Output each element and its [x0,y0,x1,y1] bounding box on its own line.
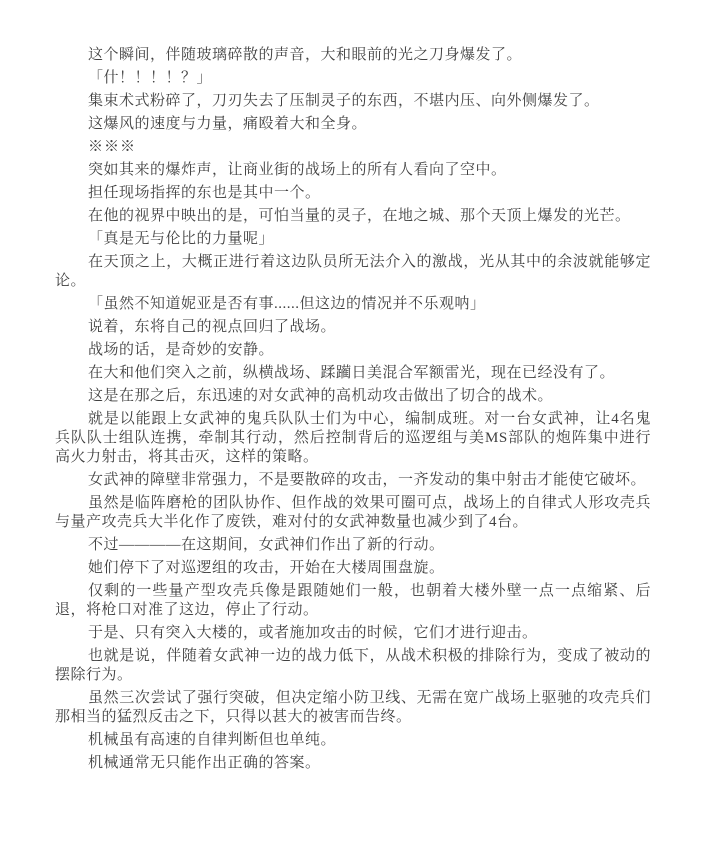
paragraph: 「真是无与伦比的力量呢」 [88,231,275,247]
paragraph: 在他的视界中映出的是，可怕当量的灵子，在地之城、那个天顶上爆发的光芒。 [88,208,631,224]
paragraph: 就是以能跟上女武神的鬼兵队队士们为中心，编制成班。对一台女武神，让4名鬼兵队队士组队连携，牵制其行动，然后控制背后的巡逻组与美MS部队的炮阵集中进行高火力射击，将其击灭，这样的策略。 [55,411,651,465]
paragraph: 于是、只有突入大楼的，或者施加攻击的时候，它们才进行迎击。 [88,625,538,641]
paragraph: 战场的话，是奇妙的安静。 [88,342,275,358]
paragraph: 「虽然不知道妮亚是否有事......但这边的情况并不乐观呐」 [88,296,486,312]
paragraph: 集束术式粉碎了，刀刃失去了压制灵子的东西，不堪内压、向外侧爆发了。 [88,93,600,109]
paragraph: 仅剩的一些量产型攻壳兵像是跟随她们一般，也朝着大楼外壁一点一点缩紧、后退，将枪口对准了这边，停止了行动。 [55,583,651,618]
paragraph: 虽然三次尝试了强行突破，但决定缩小防卫线、无需在宽广战场上驱驰的攻壳兵们那相当的猛烈反击之下，只得以甚大的被害而告终。 [55,690,651,725]
paragraph: 「什！！！！？」 [88,70,213,86]
paragraph: 不过————在这期间，女武神们作出了新的行动。 [88,537,445,553]
paragraph: 说着，东将自己的视点回归了战场。 [88,319,337,335]
page-text [55,46,651,773]
paragraph: 虽然是临阵磨枪的团队协作、但作战的效果可圈可点，战场上的自律式人形攻壳兵与量产攻壳兵大半化作了废铁，难对付的女武神数量也减少到了4台。 [55,495,651,530]
paragraph: 在天顶之上，大概正进行着这边队员所无法介入的激战，光从其中的余波就能够定论。 [55,254,651,289]
paragraph: 机械通常无只能作出正确的答案。 [88,755,321,771]
paragraph: 机械虽有高速的自律判断但也单纯。 [88,732,337,748]
paragraph: 这是在那之后，东迅速的对女武神的高机动攻击做出了切合的战术。 [88,388,554,404]
paragraph: 女武神的障壁非常强力，不是要散碎的攻击，一齐发动的集中射击才能使它破坏。 [88,472,647,488]
paragraph: 也就是说，伴随着女武神一边的战力低下，从战术积极的排除行为，变成了被动的摆除行为。 [55,648,651,683]
paragraph: 这爆风的速度与力量，痛殴着大和全身。 [88,116,368,132]
paragraph: 这个瞬间，伴随玻璃碎散的声音，大和眼前的光之刀身爆发了。 [88,47,523,63]
paragraph: 她们停下了对巡逻组的攻击，开始在大楼周围盘旋。 [88,560,445,576]
paragraph: 突如其来的爆炸声，让商业街的战场上的所有人看向了空中。 [88,162,507,178]
paragraph: 担任现场指挥的东也是其中一个。 [88,185,321,201]
section-separator: ※※※ [88,139,137,155]
paragraph: 在大和他们突入之前，纵横战场、蹂躏日美混合军额雷光，现在已经没有了。 [88,365,616,381]
